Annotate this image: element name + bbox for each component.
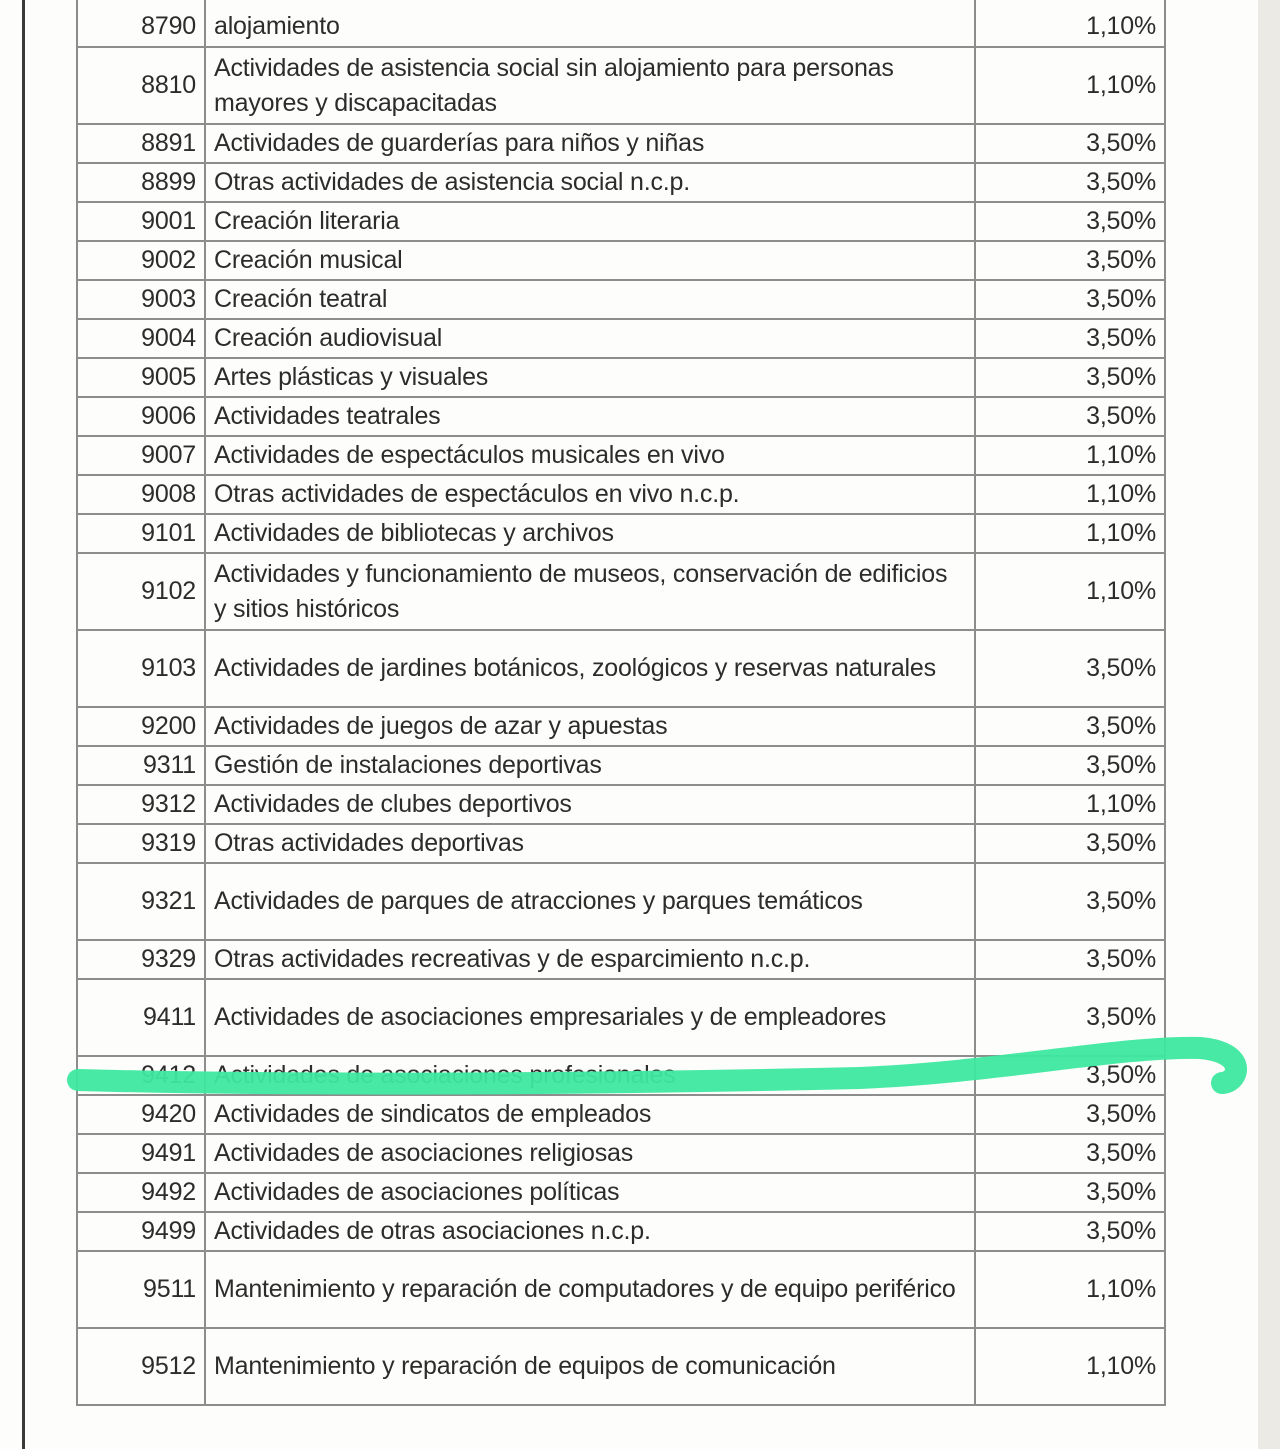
activity-code: 9311 (77, 746, 205, 785)
activity-description: Actividades de clubes deportivos (205, 785, 975, 824)
activity-description: Actividades de guarderías para niños y niñas (205, 124, 975, 163)
activity-code: 9512 (77, 1328, 205, 1405)
activity-description: Creación musical (205, 241, 975, 280)
tax-rate: 3,50% (975, 746, 1165, 785)
activity-code: 9007 (77, 436, 205, 475)
table-body (77, 0, 1165, 1405)
activity-code: 9492 (77, 1173, 205, 1212)
activity-description: Mantenimiento y reparación de equipos de comunicación (205, 1328, 975, 1405)
activities-table (76, 0, 1166, 1406)
tax-rate: 3,50% (975, 1212, 1165, 1251)
activity-description: Actividades y funcionamiento de museos, conservación de edificios y sitios históricos (205, 553, 975, 630)
tax-rate: 3,50% (975, 1056, 1165, 1095)
activity-code: 9329 (77, 940, 205, 979)
table-row (77, 514, 1165, 553)
activity-description: Actividades de parques de atracciones y parques temáticos (205, 863, 975, 940)
tax-rate: 1,10% (975, 475, 1165, 514)
activity-code: 8899 (77, 163, 205, 202)
activity-code: 9420 (77, 1095, 205, 1134)
activity-description: Creación literaria (205, 202, 975, 241)
table-row (77, 1328, 1165, 1405)
activity-code: 9101 (77, 514, 205, 553)
activity-code: 9002 (77, 241, 205, 280)
table-row (77, 397, 1165, 436)
table-row (77, 824, 1165, 863)
activity-code: 9008 (77, 475, 205, 514)
tax-rate: 3,50% (975, 319, 1165, 358)
activity-description: Gestión de instalaciones deportivas (205, 746, 975, 785)
tax-rate: 3,50% (975, 1095, 1165, 1134)
tax-rate: 1,10% (975, 436, 1165, 475)
table-row (77, 280, 1165, 319)
activity-description: Actividades teatrales (205, 397, 975, 436)
activity-code: 9005 (77, 358, 205, 397)
tax-rate: 1,10% (975, 1328, 1165, 1405)
tax-rate: 1,10% (975, 1251, 1165, 1328)
activity-description: Actividades de asociaciones profesionales (205, 1056, 975, 1095)
activity-description: Actividades de asociaciones empresariales y de empleadores (205, 979, 975, 1056)
table-row (77, 707, 1165, 746)
activity-code: 9499 (77, 1212, 205, 1251)
tax-rate: 3,50% (975, 630, 1165, 707)
tax-rate: 1,10% (975, 785, 1165, 824)
activity-code: 9001 (77, 202, 205, 241)
tax-rate: 3,50% (975, 358, 1165, 397)
tax-rate: 3,50% (975, 397, 1165, 436)
activity-code: 9102 (77, 553, 205, 630)
table-row (77, 47, 1165, 124)
table-row (77, 863, 1165, 940)
activity-description: Actividades de sindicatos de empleados (205, 1095, 975, 1134)
activity-code: 9003 (77, 280, 205, 319)
tax-rate: 3,50% (975, 280, 1165, 319)
table-row (77, 630, 1165, 707)
tax-rate: 3,50% (975, 707, 1165, 746)
table-row (77, 1173, 1165, 1212)
tax-rate: 3,50% (975, 202, 1165, 241)
activity-description: Actividades de jardines botánicos, zoológicos y reservas naturales (205, 630, 975, 707)
activity-description: Otras actividades deportivas (205, 824, 975, 863)
activity-description: alojamiento (205, 0, 975, 47)
activity-code: 9200 (77, 707, 205, 746)
activity-description: Actividades de asistencia social sin alojamiento para personas mayores y discapacitadas (205, 47, 975, 124)
table-row (77, 785, 1165, 824)
activity-code: 9321 (77, 863, 205, 940)
tax-rate: 3,50% (975, 824, 1165, 863)
activity-description: Actividades de espectáculos musicales en vivo (205, 436, 975, 475)
tax-rate: 1,10% (975, 0, 1165, 47)
activity-description: Otras actividades recreativas y de esparcimiento n.c.p. (205, 940, 975, 979)
activity-code: 9312 (77, 785, 205, 824)
table-row (77, 358, 1165, 397)
activity-description: Creación audiovisual (205, 319, 975, 358)
activity-code: 9511 (77, 1251, 205, 1328)
activity-description: Otras actividades de espectáculos en vivo n.c.p. (205, 475, 975, 514)
table-row (77, 163, 1165, 202)
table-row (77, 1251, 1165, 1328)
table-row (77, 553, 1165, 630)
tax-rate: 1,10% (975, 47, 1165, 124)
tax-rate: 3,50% (975, 163, 1165, 202)
activity-description: Actividades de asociaciones religiosas (205, 1134, 975, 1173)
tax-rate: 3,50% (975, 241, 1165, 280)
activity-description: Actividades de otras asociaciones n.c.p. (205, 1212, 975, 1251)
tax-rate: 3,50% (975, 940, 1165, 979)
activity-code: 9006 (77, 397, 205, 436)
table-row (77, 979, 1165, 1056)
tax-rate: 1,10% (975, 553, 1165, 630)
activity-code: 9491 (77, 1134, 205, 1173)
binding-line (22, 0, 25, 1449)
table-row (77, 319, 1165, 358)
tax-rate: 3,50% (975, 979, 1165, 1056)
table-row (77, 746, 1165, 785)
table-row (77, 202, 1165, 241)
activity-description: Creación teatral (205, 280, 975, 319)
table-row (77, 475, 1165, 514)
tax-rate: 3,50% (975, 1173, 1165, 1212)
page-margin (1258, 0, 1280, 1449)
activity-code: 9411 (77, 979, 205, 1056)
table-row (77, 940, 1165, 979)
activity-code: 9103 (77, 630, 205, 707)
activity-code: 8810 (77, 47, 205, 124)
table-row (77, 1095, 1165, 1134)
tax-rate: 3,50% (975, 863, 1165, 940)
table-row (77, 241, 1165, 280)
table-row (77, 1212, 1165, 1251)
table-row (77, 1056, 1165, 1095)
activity-code: 8891 (77, 124, 205, 163)
activity-code: 9004 (77, 319, 205, 358)
tax-rate: 1,10% (975, 514, 1165, 553)
activity-description: Actividades de bibliotecas y archivos (205, 514, 975, 553)
activity-description: Actividades de juegos de azar y apuestas (205, 707, 975, 746)
table-row (77, 436, 1165, 475)
tax-rate: 3,50% (975, 124, 1165, 163)
activity-code: 9319 (77, 824, 205, 863)
activity-description: Actividades de asociaciones políticas (205, 1173, 975, 1212)
activity-description: Otras actividades de asistencia social n.c.p. (205, 163, 975, 202)
tax-rate: 3,50% (975, 1134, 1165, 1173)
activity-code: 8790 (77, 0, 205, 47)
table-row (77, 1134, 1165, 1173)
activity-description: Artes plásticas y visuales (205, 358, 975, 397)
table-row (77, 124, 1165, 163)
activity-description: Mantenimiento y reparación de computadores y de equipo periférico (205, 1251, 975, 1328)
activity-code: 9412 (77, 1056, 205, 1095)
table-row (77, 0, 1165, 47)
